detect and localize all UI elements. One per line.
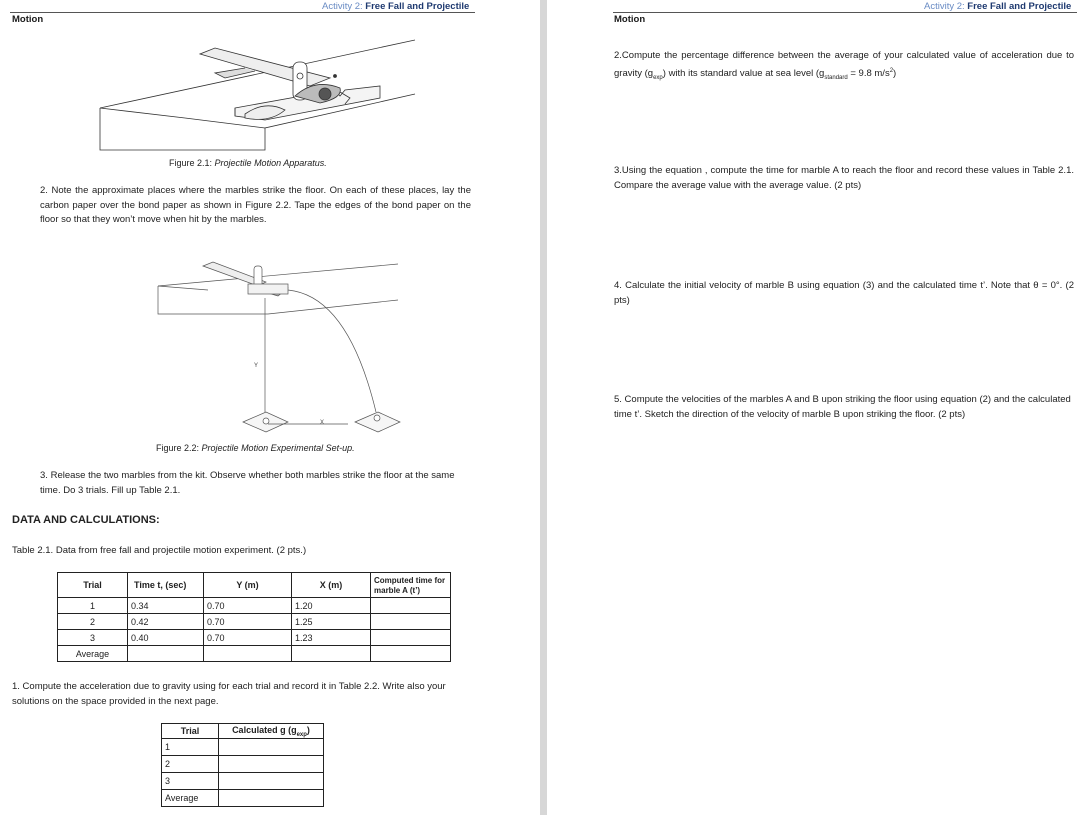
header-trial: Trial [58,573,128,598]
cell-calculated-g [219,790,324,807]
cell-computed-time [371,598,451,614]
cell-time: 0.42 [128,614,204,630]
cell-average-label: Average [162,790,219,807]
cell-trial: 1 [58,598,128,614]
cell-computed-time [371,614,451,630]
activity-label: Activity 2: [924,1,965,12]
activity-header [322,1,469,12]
figure-2-2-label: Figure 2.2: [156,443,200,453]
activity-header [924,1,1071,12]
table-row [58,630,451,646]
table-row-average [162,790,324,807]
cell-time: 0.40 [128,630,204,646]
cell-computed-time [371,630,451,646]
cell-time [128,646,204,662]
question-3-text: 3.Using the equation , compute the time for marble A to reach the floor and record these values in Table 2.1. Compare the average value with the average value. (2 pts) [614,165,1074,191]
table-row [162,773,324,790]
question-4-text: 4. Calculate the initial velocity of marble B using equation (3) and the calculated time t’. Note that θ = 0°. (2 pts) [614,280,1074,306]
q2-part-c: = 9.8 m/s [847,67,890,79]
page-title: Motion [12,14,44,25]
step-2-paragraph [40,184,471,228]
table-row [162,739,324,756]
cell-trial: 2 [58,614,128,630]
projectile-apparatus-figure [95,38,425,158]
cell-x: 1.25 [292,614,371,630]
right-page [547,0,1087,815]
page-title: Motion [614,14,646,25]
table-row-average [58,646,451,662]
x-axis-label: X [320,420,325,426]
cell-x: 1.23 [292,630,371,646]
table-2-1 [57,572,451,662]
question-1-text: 1. Compute the acceleration due to gravity using for each trial and record it in Table 2.2. Write also your solutions on the space provided in the next page. [12,681,446,707]
data-calculations-heading: DATA AND CALCULATIONS: [12,514,160,526]
q2-part-a: 2.Compute the percentage difference between the average of your calculated value of acceleration due to gravity (g [614,50,1074,79]
left-page [0,0,540,815]
question-5-text: 5. Compute the velocities of the marbles A and B upon striking the floor using equation (2) and the calculated time t’. Sketch the direction of the velocity of marble B upon striking the floor. (2 pts) [614,394,1071,420]
q2-sup: 2 [889,67,894,74]
cell-x: 1.20 [292,598,371,614]
page-divider [540,0,547,815]
header-calculated-g [219,724,324,739]
cell-y [204,646,292,662]
cell-average-label: Average [58,646,128,662]
cell-x [292,646,371,662]
y-axis-label: Y [254,363,259,369]
figure-2-2-caption [156,443,355,453]
cell-trial: 2 [162,756,219,773]
cell-calculated-g [219,739,324,756]
table-header-row [162,724,324,739]
header-x: X (m) [292,573,371,598]
experimental-setup-figure [148,256,404,442]
cell-y: 0.70 [204,630,292,646]
question-2-text [614,49,1074,85]
q2-sub-exp: exp [653,74,663,81]
figure-2-2-title: Projectile Motion Experimental Set-up. [201,443,355,453]
figure-2-1-title: Projectile Motion Apparatus. [214,158,327,168]
table-row [162,756,324,773]
q2-sub-standard: standard [824,74,848,81]
q2-part-d: ) [893,67,897,79]
header-trial: Trial [162,724,219,739]
header-rule [10,12,475,13]
cell-calculated-g [219,756,324,773]
header-calc-sub: exp [296,731,307,738]
table-2-1-caption: Table 2.1. Data from free fall and projectile motion experiment. (2 pts.) [12,545,307,556]
step-2-text: Note the approximate places where the marbles strike the floor. On each of these places, lay the carbon paper over the bond paper as shown in Figure 2.2. Tape the edges of the bond paper on the floor so that they won’t move when hit by the marbles. [40,185,471,225]
step-3-number: 3. [40,470,48,481]
cell-trial: 3 [162,773,219,790]
table-row [58,614,451,630]
activity-title: Free Fall and Projectile [967,1,1072,12]
header-calc-end: ) [306,724,310,735]
header-rule [613,12,1077,13]
step-3-text: Release the two marbles from the kit. Observe whether both marbles strike the floor at the same time. Do 3 trials. Fill up Table 2.1. [40,470,455,496]
header-calc-text: Calculated g (g [232,724,297,735]
q2-part-b: ) with its standard value at sea level (g [662,67,825,79]
cell-y: 0.70 [204,614,292,630]
activity-label: Activity 2: [322,1,363,12]
cell-calculated-g [219,773,324,790]
table-2-2 [161,723,324,807]
cell-y: 0.70 [204,598,292,614]
step-3-paragraph [40,469,471,498]
table-row [58,598,451,614]
step-2-number: 2. [40,185,48,196]
header-computed-time: Computed time for marble A (t’) [371,573,451,598]
header-time: Time t, (sec) [128,573,204,598]
table-header-row [58,573,451,598]
cell-trial: 1 [162,739,219,756]
header-y: Y (m) [204,573,292,598]
figure-2-1-caption [169,158,327,168]
cell-time: 0.34 [128,598,204,614]
cell-computed-time [371,646,451,662]
figure-2-1-label: Figure 2.1: [169,158,213,168]
cell-trial: 3 [58,630,128,646]
activity-title: Free Fall and Projectile [365,1,470,12]
